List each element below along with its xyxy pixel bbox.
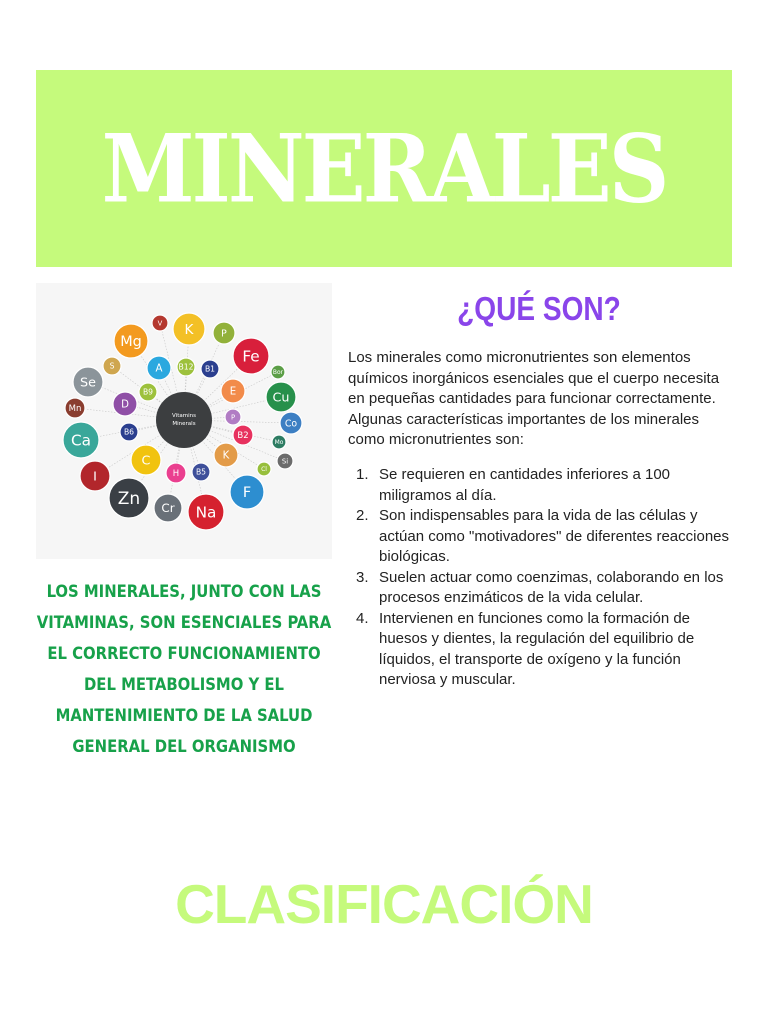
list-number: 1. <box>356 466 369 483</box>
nutrient-label: B2 <box>237 431 249 441</box>
diagram-svg <box>36 283 332 559</box>
nutrient-label: E <box>229 386 237 398</box>
nutrient-label: P <box>221 328 227 340</box>
list-item <box>348 465 734 506</box>
nutrient-label: P <box>230 413 236 422</box>
nutrient-label: Si <box>281 457 289 466</box>
title-banner <box>36 70 732 267</box>
nutrient-label: K <box>184 321 194 338</box>
nutrient-label: K <box>222 450 230 462</box>
nutrient-label: Zn <box>117 489 141 509</box>
list-item <box>348 609 734 691</box>
nutrient-label: C <box>141 453 151 469</box>
nutrient-label: Se <box>80 375 96 391</box>
nutrient-label: Cr <box>161 501 175 516</box>
nutrient-label: Cu <box>272 390 290 406</box>
nutrient-label: Mo <box>274 439 284 447</box>
nutrient-label: Ca <box>70 431 92 450</box>
page-title: MINERALES <box>101 113 667 224</box>
nutrient-label: A <box>155 363 163 375</box>
nutrient-label: B12 <box>178 362 194 372</box>
nutrient-label: D <box>121 399 129 411</box>
nutrient-label: B9 <box>142 387 154 397</box>
list-text: Suelen actuar como coenzimas, colaborando en los procesos enzimáticos de la vida celular. <box>379 568 724 606</box>
list-text: Intervienen en funciones como la formación de huesos y dientes, la regulación del equilibrio de líquidos, el transporte de oxígeno y la función nerviosa y muscular. <box>379 609 695 688</box>
nutrient-label: Co <box>284 418 298 430</box>
list-item <box>348 568 734 609</box>
list-number: 4. <box>356 609 369 627</box>
list-number: 3. <box>356 568 369 586</box>
center-label-1: Vitamins <box>172 413 196 419</box>
nutrient-label: Na <box>195 503 217 522</box>
nutrient-label: S <box>109 361 115 371</box>
characteristics-list <box>348 465 734 691</box>
nutrient-label: Cl <box>261 466 267 474</box>
nutrient-label: B6 <box>123 427 135 437</box>
list-text: Son indispensables para la vida de las células y actúan como "motivadores" de diferentes reacciones biológicas. <box>379 507 730 565</box>
nutrient-label: I <box>93 469 97 485</box>
nutrient-label: Fe <box>242 347 260 366</box>
nutrient-label: Mg <box>120 334 142 351</box>
nutrient-label: B5 <box>195 467 207 477</box>
vitamins-minerals-diagram <box>36 283 332 559</box>
nutrient-label: V <box>157 319 163 328</box>
nutrient-label: Bor <box>272 369 284 377</box>
clasificacion-heading: CLASIFICACIÓN <box>175 873 593 935</box>
que-son-heading: ¿QUÉ SON? <box>457 290 621 327</box>
list-number: 2. <box>356 507 369 524</box>
center-label-2: Minerals <box>172 421 196 427</box>
list-item <box>348 506 734 568</box>
center-node <box>156 392 212 448</box>
que-son-intro: Los minerales como micronutrientes son elementos químicos inorgánicos esenciales que el cuerpo necesita en pequeñas cantidades para funcionar correctamente. Algunas características importantes de los minerales como micronutrientes son: <box>348 349 720 448</box>
nutrient-label: Mn <box>68 404 82 414</box>
list-text: Se requieren en cantidades inferiores a 100 miligramos al día. <box>379 466 671 504</box>
minerals-summary-text: LOS MINERALES, JUNTO CON LAS VITAMINAS, SON ESENCIALES PARA EL CORRECTO FUNCIONAMIENTO DEL METABOLISMO Y EL MANTENIMIENTO DE LA SALUD GENERAL DEL ORGANISMO <box>36 582 332 756</box>
nutrient-label: H <box>172 469 180 479</box>
nutrient-label: B1 <box>204 364 216 374</box>
nutrient-label: F <box>242 485 252 502</box>
